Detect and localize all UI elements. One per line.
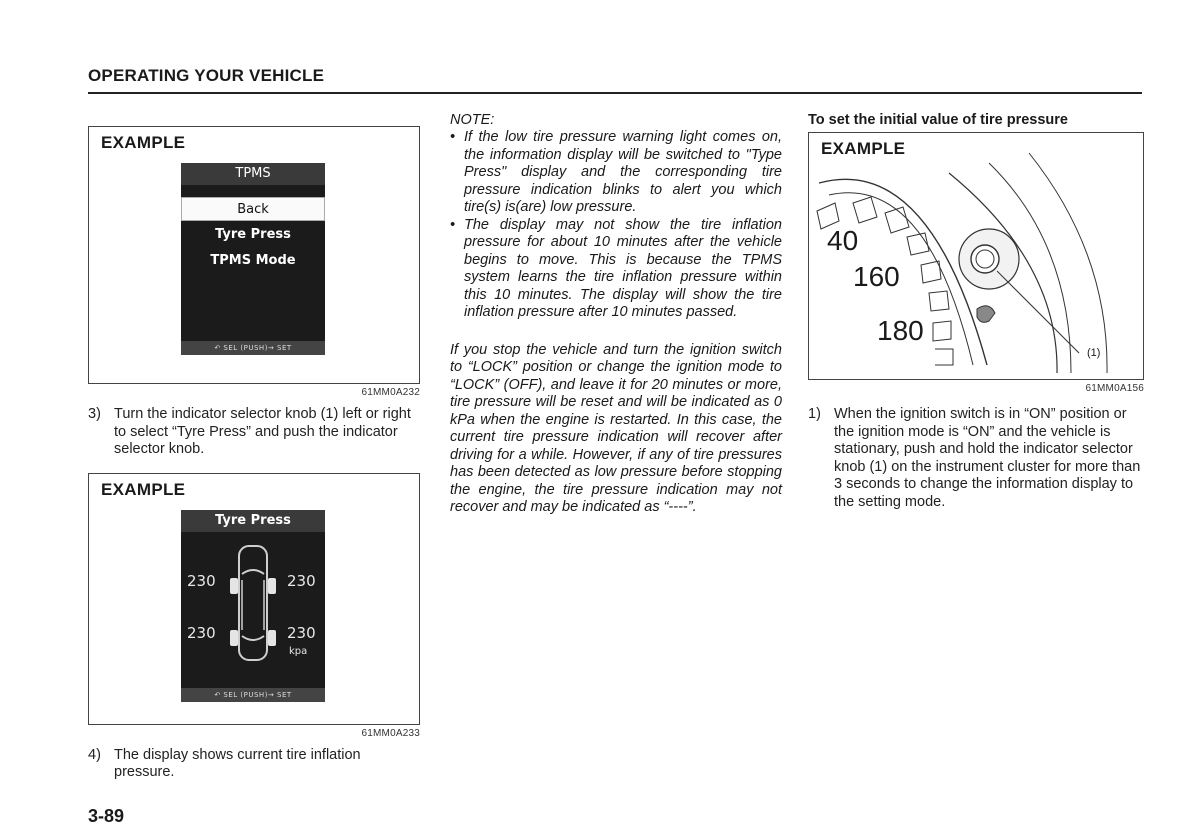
figure-label: EXAMPLE <box>821 139 906 158</box>
back-arrow-icon: ↶ <box>214 690 221 699</box>
instrument-cluster-illustration <box>809 133 1143 379</box>
page-header <box>88 66 1142 94</box>
figure-label: EXAMPLE <box>101 479 186 499</box>
menu-item-back[interactable]: Back <box>181 197 325 221</box>
section-title: OPERATING YOUR VEHICLE <box>88 66 325 85</box>
left-column <box>88 112 420 782</box>
page-number: 3-89 <box>88 806 125 826</box>
note-bullet: • If the low tire pressure warning light comes on, the information display will be switched to "Type Press" display and the corresponding tire pressure indication blinks to alert you which tire(s) is(are) low pressure. <box>450 129 782 215</box>
right-column <box>808 112 1144 511</box>
step-3: 3) Turn the indicator selector knob (1) left or right to select “Tyre Press” and push the indicator selector knob. <box>88 406 411 457</box>
screen-footer: ↶ SEL (PUSH)→ SET <box>181 341 325 355</box>
menu-item-tyre-press[interactable]: Tyre Press <box>215 227 291 242</box>
figure-tpms-menu <box>88 126 420 384</box>
figure-code: 61MM0A232 <box>361 387 420 398</box>
tyre-press-screen <box>181 510 325 702</box>
screen-title: Tyre Press <box>181 510 325 532</box>
figure-label: EXAMPLE <box>101 133 186 152</box>
speed-label-40: 40 <box>827 225 859 256</box>
car-top-view-icon <box>227 540 279 668</box>
pressure-rear-left: 230 <box>187 623 216 642</box>
figure-code: 61MM0A156 <box>1085 383 1144 394</box>
pressure-rear-right: 230 <box>287 623 316 642</box>
note-paragraph: If you stop the vehicle and turn the ignition switch to “LOCK” position or change the ignition mode to “LOCK” (OFF), and leave it for 20 minutes or more, tire pressure will be reset and will be indicated as 0 kPa when the engine is restarted. In this case, the current tire pressure indication will recover after driving for a while. However, if any of tire pressures has been detected as low pressure before stopping the engine, the tire pressure indication may not recover and may be indicated as “----”. <box>450 341 782 515</box>
step-1: 1) When the ignition switch is in “ON” position or the ignition mode is “ON” and the vehicle is stationary, push and hold the indicator selector knob (1) on the instrument cluster for more than 3 seconds to change the information display to the setting mode. <box>808 406 1141 510</box>
note-bullet: • The display may not show the tire inflation pressure for about 10 minutes after the vehicle begins to move. This is because the TPMS system learns the tire inflation pressure within this 10 minutes. The display will show the tire inflation pressure after 10 minutes passed. <box>450 216 782 320</box>
speed-label-160: 160 <box>853 261 900 292</box>
screen-title: TPMS <box>181 163 325 185</box>
pressure-front-right: 230 <box>287 571 316 590</box>
note-list <box>450 129 782 322</box>
figure-cluster <box>808 132 1144 380</box>
speed-label-180: 180 <box>877 315 924 346</box>
pressure-unit: kpa <box>289 645 308 657</box>
tpms-menu-screen <box>181 163 325 355</box>
section-heading: To set the initial value of tire pressure <box>808 112 1068 128</box>
note-title: NOTE: <box>450 112 495 128</box>
back-arrow-icon: ↶ <box>214 344 221 352</box>
menu-item-tpms-mode[interactable]: TPMS Mode <box>210 253 296 268</box>
screen-footer: ↶ SEL (PUSH)→ SET <box>181 688 325 702</box>
step-4: 4) The display shows current tire inflation pressure. <box>88 746 361 780</box>
pressure-front-left: 230 <box>187 571 216 590</box>
figure-code: 61MM0A233 <box>361 727 420 739</box>
callout-1: (1) <box>1087 347 1101 359</box>
figure-tyre-press <box>88 473 420 725</box>
middle-column <box>450 112 782 517</box>
